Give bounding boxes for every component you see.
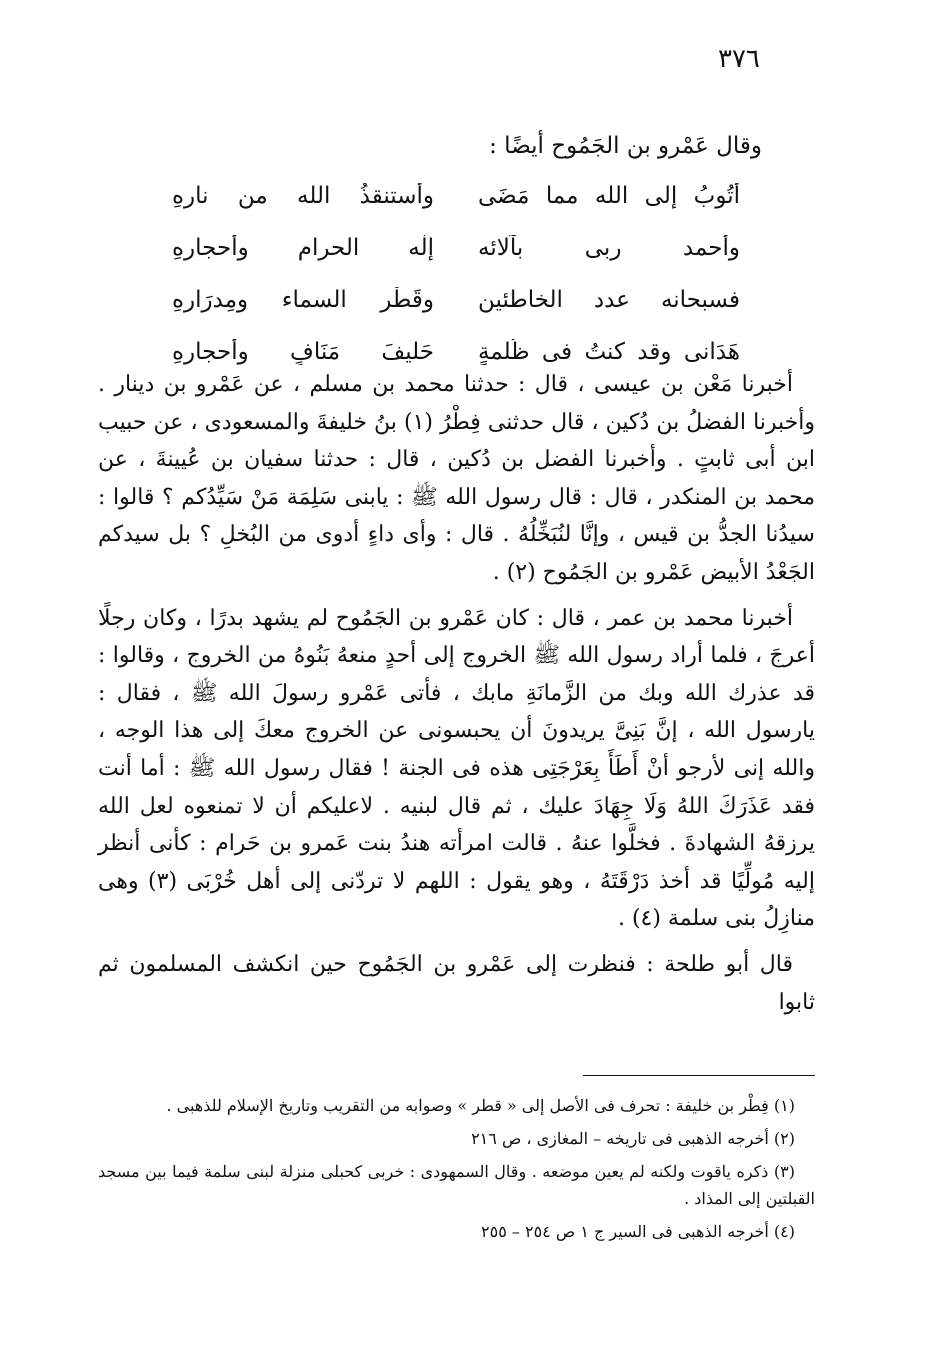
- footnote: (٣) ذكره ياقوت ولكنه لم يعين موضعه . وقال السمهودى : خربى كحبلى منزلة لبنى سلمة فيما بين مسجد القبلتين إلى المذاد .: [98, 1162, 815, 1208]
- verse-line: [172, 222, 740, 274]
- poem-verses: [172, 170, 740, 378]
- verse-second-hemistich: إلٰه الحرام وأحجارِهِ: [172, 235, 434, 261]
- verse-second-hemistich: وقَطْر السماء ومِدرَارِهِ: [172, 287, 434, 313]
- verse-line: [172, 170, 740, 222]
- verse-first-hemistich: وأحمد ربى بآلائه: [478, 235, 740, 261]
- verse-second-hemistich: حَليفَ مَنَافٍ وأحجارِهِ: [172, 339, 434, 365]
- body-text: [98, 366, 815, 1029]
- verse-first-hemistich: أَتُوبُ إلى الله مما مَضَى: [478, 183, 740, 209]
- verse-first-hemistich: فسبحانه عدد الخاطئين: [478, 287, 740, 313]
- footnote: (١) فِطْر بن خليفة : تحرف فى الأصل إلى « قطر » وصوابه من التقريب وتاريخ الإسلام للذهبى .: [166, 1096, 795, 1115]
- verse-second-hemistich: وأستنقذُ الله من نارِهِ: [172, 183, 434, 209]
- footnote: (٢) أخرجه الذهبى فى تاريخه – المغازى ، ص ٢١٦: [471, 1129, 795, 1148]
- paragraph: أخبرنا محمد بن عمر ، قال : كان عَمْرو بن الجَمُوح لم يشهد بدرًا ، وكان رجلًا أعرجَ ، فلما أراد رسول الله ﷺ الخروج إلى أحدٍ منعهُ بَنُوهُ من الخروج ، وقالوا : قد عذرك الله وبك من الزَّمانَةِ مابك ، فأتى عَمْرو رسولَ الله ﷺ ، فقال : يارسول الله ، إنَّ بَنِىَّ يريدونَ أن يحبسونى عن الخروج معكَ إلى هذا الوجه ، والله إنى لأرجو أنْ أَطَأَ بِعَرْجَتِى هذه فى الجنة ! فقال رسول الله ﷺ : أما أنت فقد عَذَرَكَ اللهُ وَلَا جِهَادَ عليك ، ثم قال لبنيه . لاعليكم أن لا تمنعوه لعل الله يرزقهُ الشهادةَ . فخلَّوا عنهُ . قالت امرأته هندُ بنت عَمرو بن حَرام : كأنى أنظر إليه مُولِّيًا قد أخذ دَرْقَتَهُ ، وهو يقول : اللهم لا تردّنى إلى أهل خُرْبَى (٣) وهى منازِلُ بنى سلمة (٤) .: [98, 605, 815, 932]
- footnote: (٤) أخرجه الذهبى فى السير ج ١ ص ٢٥٤ – ٢٥٥: [481, 1222, 795, 1241]
- verse-line: [172, 274, 740, 326]
- poem-intro: وقال عَمْرو بن الجَمُوح أيضًا :: [489, 133, 762, 159]
- paragraph: قال أبو طلحة : فنظرت إلى عَمْرو بن الجَمُوح حين انكشف المسلمون ثم ثابوا: [98, 951, 815, 1015]
- verse-first-hemistich: هَدَانى وقد كنتُ فى ظُلمةٍ: [478, 339, 740, 365]
- page-number: ٣٧٦: [718, 44, 760, 74]
- footnote-divider: [583, 1075, 815, 1076]
- paragraph: أخبرنا مَعْن بن عيسى ، قال : حدثنا محمد بن مسلم ، عن عَمْرو بن دينار . وأخبرنا الفضلُ بن دُكين ، قال حدثنى فِطْرُ (١) بنُ خليفةَ والمسعودى ، عن حبيب ابن أبى ثابتٍ . وأخبرنا الفضل بن دُكين ، قال : حدثنا سفيان بن عُيينةَ ، عن محمد بن المنكدر ، قال : قال رسول الله ﷺ : يابنى سَلِمَة مَنْ سَيِّدُكم ؟ قالوا : سيدُنا الجدُّ بن قيس ، وإنَّا لنُبَخِّلُهُ . قال : وأى داءٍ أدوى من البُخلِ ؟ بل سيدكم الجَعْدُ الأبيض عَمْرو بن الجَمُوح (٢) .: [98, 372, 816, 585]
- footnotes: [98, 1092, 815, 1251]
